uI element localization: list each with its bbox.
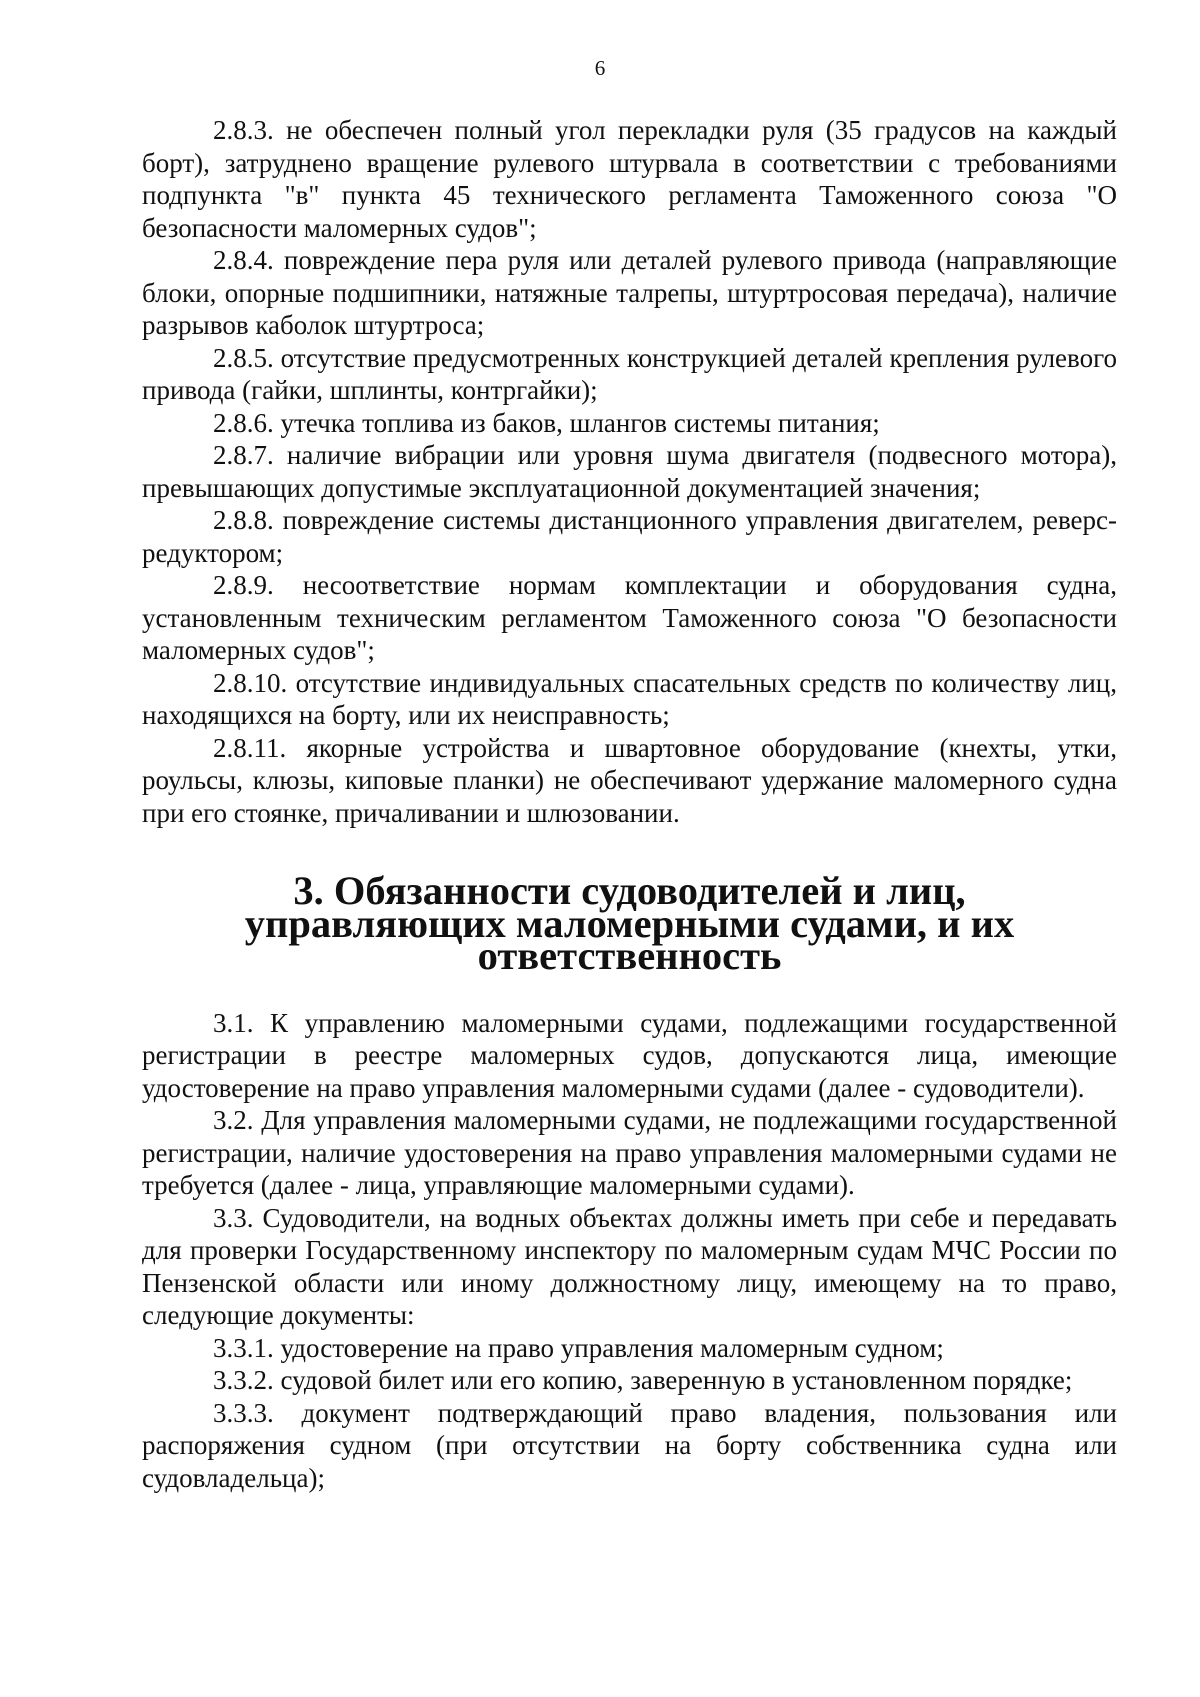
paragraph-2-8-6: 2.8.6. утечка топлива из баков, шлангов системы питания; — [213, 407, 880, 438]
page-number: 6 — [594, 56, 606, 80]
paragraph-2-8-3: 2.8.3. не обеспечен полный угол перекладки руля (35 градусов на каждый борт), затруднено вращение рулевого штурвала в соответствии с требованиями подпункта "в" пункта 45 технического регламента Таможенного союза "О безопасности маломерных судов"; — [142, 115, 1117, 243]
paragraph-2-8-10: 2.8.10. отсутствие индивидуальных спасательных средств по количеству лиц, находящихся на борту, или их неисправность; — [142, 667, 1117, 730]
section-3-heading — [142, 868, 1117, 978]
paragraph-3-2: 3.2. Для управления маломерными судами, не подлежащими государственной регистрации, наличие удостоверения на право управления маломерными судами не требуется (далее - лица, управляющие маломерными судами). — [142, 1105, 1117, 1200]
document-body — [142, 114, 1117, 1494]
paragraph-3-3: 3.3. Судоводители, на водных объектах должны иметь при себе и передавать для проверки Государственному инспектору по маломерным судам МЧС России по Пензенской области или иному должностному лицу, имеющему на то право, следующие документы: — [142, 1202, 1117, 1330]
section-3-heading-line-2: управляющих маломерными судами, и их ответственность — [244, 900, 1015, 978]
paragraph-3-3-3: 3.3.3. документ подтверждающий право владения, пользования или распоряжения судном (при отсутствии на борту собственника судна или судовладельца); — [142, 1397, 1117, 1493]
paragraph-3-3-2: 3.3.2. судовой билет или его копию, заверенную в установленном порядке; — [213, 1365, 1073, 1395]
paragraph-3-3-1: 3.3.1. удостоверение на право управления маломерным судном; — [213, 1332, 944, 1363]
section-3-heading-line-1: 3. Обязанности судоводителей и лиц, — [293, 868, 966, 913]
paragraph-2-8-7: 2.8.7. наличие вибрации или уровня шума двигателя (подвесного мотора), превышающих допустимые эксплуатационной документацией значения; — [142, 440, 1117, 503]
paragraph-2-8-8: 2.8.8. повреждение системы дистанционного управления двигателем, реверс-редуктором; — [142, 505, 1117, 568]
paragraph-2-8-9: 2.8.9. несоответствие нормам комплектации и оборудования судна, установленным техническим регламентом Таможенного союза "О безопасности маломерных судов"; — [142, 570, 1117, 665]
paragraph-2-8-4: 2.8.4. повреждение пера руля или деталей рулевого привода (направляющие блоки, опорные подшипники, натяжные талрепы, штуртросовая передача), наличие разрывов каболок штуртроса; — [142, 245, 1117, 340]
paragraph-2-8-5: 2.8.5. отсутствие предусмотренных конструкцией деталей крепления рулевого привода (гайки, шплинты, контргайки); — [142, 342, 1117, 405]
paragraph-3-1: 3.1. К управлению маломерными судами, подлежащими государственной регистрации в реестре маломерных судов, допускаются лица, имеющие удостоверение на право управления маломерными судами (далее - судоводители). — [142, 1007, 1117, 1103]
paragraph-2-8-11: 2.8.11. якорные устройства и швартовное оборудование (кнехты, утки, роульсы, клюзы, киповые планки) не обеспечивают удержание маломерного судна при его стоянке, причаливании и шлюзовании. — [142, 732, 1117, 828]
